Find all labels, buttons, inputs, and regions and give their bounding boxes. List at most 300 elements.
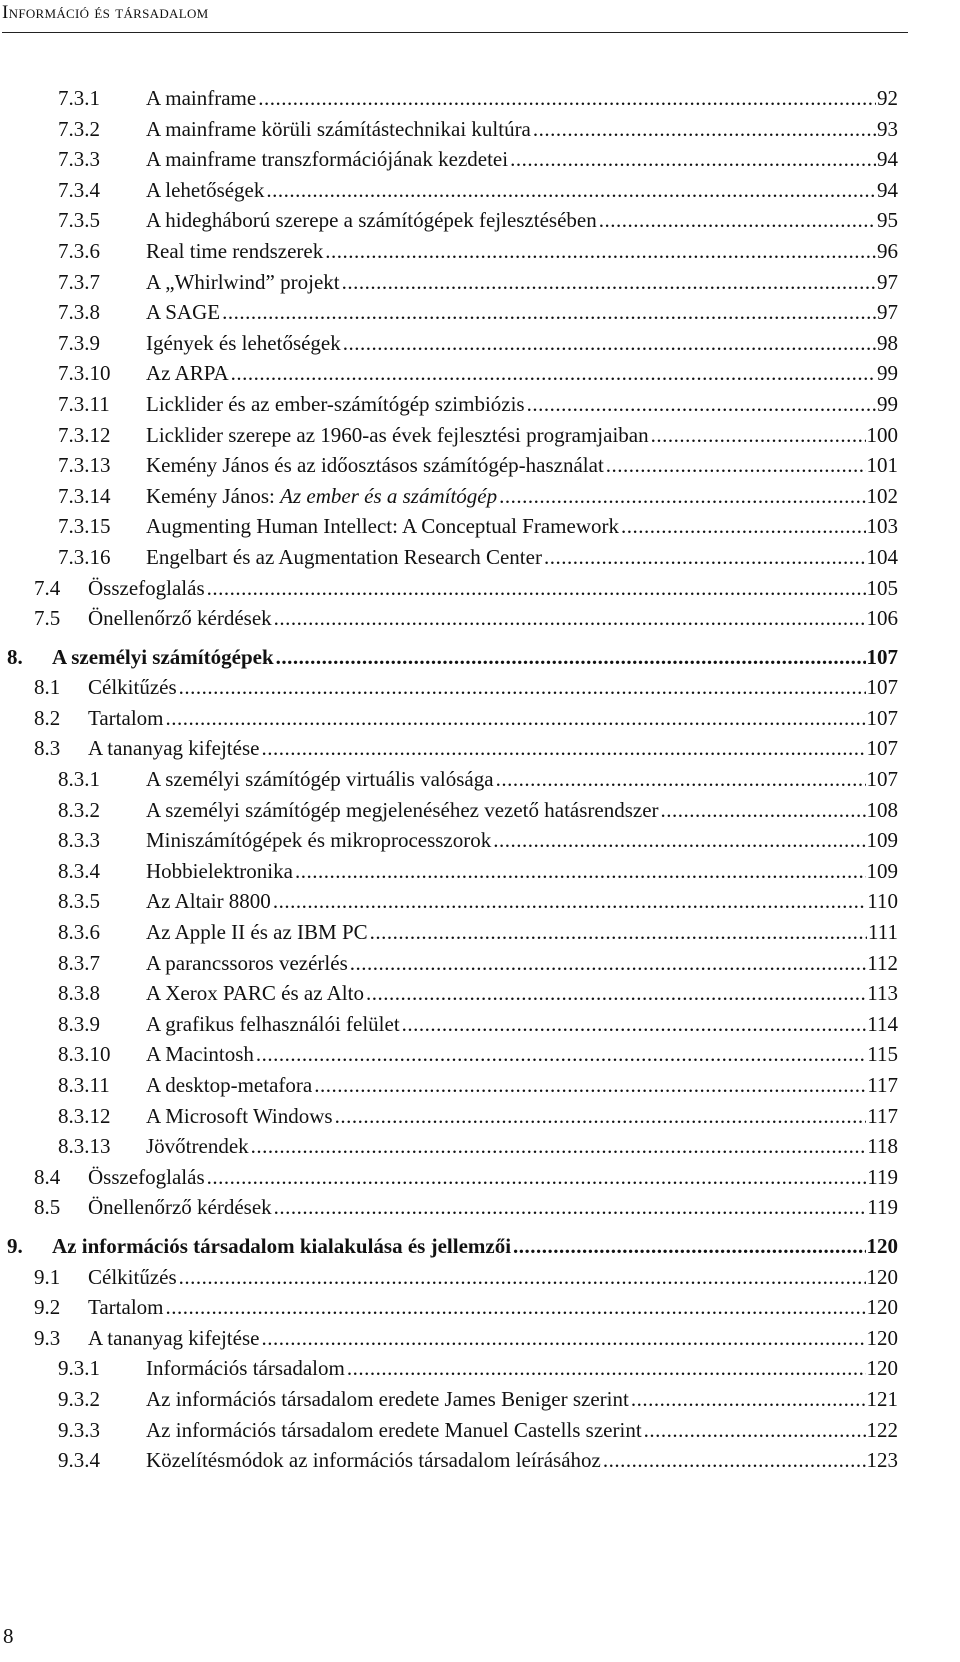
toc-entry-title: [88, 1326, 260, 1350]
toc-dot-leader: [533, 117, 876, 141]
toc-entry-line: [146, 117, 898, 141]
toc-entry-title: [88, 1265, 178, 1289]
toc-entry-page: 107: [866, 736, 898, 761]
toc-entry-title: [88, 576, 206, 600]
toc-entry[interactable]: [0, 300, 960, 331]
toc-entry-number: 8.3.5: [58, 889, 100, 914]
toc-entry-title-text: Az információs társadalom kialakulása és jellemzői: [52, 1233, 512, 1258]
toc-entry-number: 8.5: [34, 1195, 61, 1220]
toc-dot-leader: [295, 859, 866, 883]
toc-entry-page: 95: [877, 208, 898, 233]
toc-entry-page: 110: [867, 889, 898, 914]
toc-entry-page: 113: [867, 981, 898, 1006]
toc-dot-leader: [261, 1326, 865, 1350]
toc-entry-line: [88, 1326, 898, 1350]
toc-entry-title-text: A „Whirlwind” projekt: [146, 269, 340, 294]
toc-entry-number: 7.4: [34, 575, 61, 600]
toc-entry-line: [146, 1073, 898, 1097]
toc-entry-page: 120: [866, 1325, 898, 1350]
toc-entry-line: [88, 576, 898, 600]
toc-dot-leader: [644, 1418, 866, 1442]
toc-entry-number: 7.3.9: [58, 330, 100, 355]
toc-entry-page: 108: [866, 797, 898, 822]
toc-entry-number: 7.3.2: [58, 116, 100, 141]
toc-entry-page: 107: [866, 705, 898, 730]
toc-entry-line: [146, 514, 898, 538]
toc-dot-leader: [325, 239, 876, 263]
table-of-contents: [0, 86, 960, 1479]
toc-dot-leader: [510, 147, 876, 171]
toc-entry-title: [88, 1195, 273, 1219]
toc-dot-leader: [603, 1448, 866, 1472]
toc-entry[interactable]: [0, 606, 960, 637]
toc-dot-leader: [527, 392, 876, 416]
toc-entry-title: [146, 453, 605, 477]
toc-entry-title: [146, 1042, 255, 1066]
toc-entry-title: [146, 178, 265, 202]
toc-entry-line: [146, 392, 898, 416]
toc-entry-title: [88, 736, 260, 760]
toc-entry-title: [88, 1295, 165, 1319]
toc-dot-leader: [661, 798, 866, 822]
toc-entry-title: [146, 117, 532, 141]
toc-entry-title: [52, 645, 275, 669]
toc-entry-title: [146, 1356, 346, 1380]
toc-dot-leader: [347, 1356, 866, 1380]
toc-entry-title-text: Önellenőrző kérdések: [88, 606, 272, 631]
toc-entry-page: 99: [877, 391, 898, 416]
toc-entry-line: [146, 331, 898, 355]
toc-dot-leader: [631, 1387, 866, 1411]
toc-entry-line: [146, 798, 898, 822]
toc-entry-number: 9.3.2: [58, 1386, 100, 1411]
toc-entry-title-text: Önellenőrző kérdések: [88, 1195, 272, 1220]
toc-dot-leader: [166, 706, 866, 730]
toc-entry-page: 103: [866, 514, 898, 539]
toc-dot-leader: [166, 1295, 866, 1319]
toc-entry-line: [146, 951, 898, 975]
toc-entry-title: [146, 1387, 630, 1411]
toc-entry-line: [146, 828, 898, 852]
toc-entry-number: 8.3: [34, 736, 61, 761]
toc-entry-title-text: Kemény János:: [146, 483, 281, 508]
toc-dot-leader: [276, 645, 866, 669]
toc-entry[interactable]: [0, 1134, 960, 1165]
toc-entry-title: [146, 828, 492, 852]
toc-entry-number: 8.3.3: [58, 828, 100, 853]
toc-entry-title: [52, 1234, 512, 1258]
toc-entry-title-text: Az Altair 8800: [146, 889, 271, 914]
toc-dot-leader: [499, 484, 865, 508]
toc-entry-page: 117: [867, 1073, 898, 1097]
toc-entry-page: 99: [877, 361, 898, 386]
toc-dot-leader: [606, 453, 866, 477]
toc-entry-page: 104: [866, 544, 898, 569]
toc-entry-page: 120: [866, 1264, 898, 1289]
toc-entry[interactable]: [0, 514, 960, 545]
toc-entry-line: [146, 920, 898, 944]
toc-entry-line: [88, 736, 898, 760]
toc-entry[interactable]: [0, 576, 960, 607]
toc-entry-line: [88, 675, 898, 699]
toc-entry-page: 121: [866, 1386, 898, 1411]
toc-entry-title-text: Licklider és az ember-számítógép szimbiózis: [146, 391, 525, 416]
toc-entry-page: 111: [868, 920, 898, 945]
toc-entry-title: [146, 1418, 643, 1442]
toc-entry-number: 9.1: [34, 1264, 61, 1289]
toc-entry-line: [88, 1265, 898, 1289]
toc-entry-title-text: A SAGE: [146, 300, 221, 325]
toc-entry[interactable]: [0, 1265, 960, 1296]
toc-entry-title: [146, 423, 650, 447]
toc-entry-title-text: A mainframe: [146, 86, 257, 110]
toc-entry[interactable]: [0, 798, 960, 829]
toc-entry-number: 8.3.12: [58, 1103, 111, 1128]
toc-entry-number: 7.3.12: [58, 422, 111, 447]
toc-entry-page: 100: [866, 422, 898, 447]
toc-entry-title-text: A személyi számítógép megjelenéséhez vezető hatásrendszer: [146, 797, 659, 822]
running-header-title: Információ és társadalom: [2, 2, 209, 23]
toc-entry-page: 120: [866, 1233, 898, 1258]
toc-entry-number: 7.3.11: [58, 391, 110, 416]
toc-dot-leader: [179, 675, 866, 699]
toc-dot-leader: [350, 951, 867, 975]
toc-entry[interactable]: [0, 1295, 960, 1326]
toc-entry-line: [146, 239, 898, 263]
toc-entry[interactable]: [0, 645, 960, 676]
toc-entry-title: [146, 239, 324, 263]
toc-entry-line: [88, 1195, 898, 1219]
toc-dot-leader: [261, 736, 865, 760]
toc-entry[interactable]: [0, 208, 960, 239]
toc-entry-number: 7.3.10: [58, 361, 111, 386]
toc-entry[interactable]: [0, 859, 960, 890]
toc-entry-page: 119: [867, 1195, 898, 1220]
toc-entry-line: [146, 1134, 898, 1158]
toc-entry-title: [146, 361, 230, 385]
toc-entry-title-text: Az információs társadalom eredete Manuel Castells szerint: [146, 1417, 642, 1442]
toc-entry-number: 8.3.9: [58, 1011, 100, 1036]
toc-dot-leader: [207, 576, 866, 600]
toc-entry[interactable]: [0, 545, 960, 576]
toc-entry-line: [146, 889, 898, 913]
toc-entry-number: 7.3.15: [58, 514, 111, 539]
toc-entry-line: [146, 300, 898, 324]
toc-entry-title: [146, 1104, 334, 1128]
toc-entry-title: [146, 1448, 602, 1472]
toc-entry-title-italic: Az ember és a számítógép: [280, 483, 498, 508]
toc-entry-title-text: Kemény János és az időosztásos számítógép-használat: [146, 453, 604, 478]
toc-entry-title: [146, 981, 365, 1005]
toc-entry-title-text: Licklider szerepe az 1960-as évek fejlesztési programjaiban: [146, 422, 649, 447]
toc-entry-line: [146, 178, 898, 202]
toc-entry[interactable]: [0, 1326, 960, 1357]
toc-dot-leader: [335, 1104, 867, 1128]
toc-entry-number: 9.3.1: [58, 1356, 100, 1381]
toc-entry-line: [88, 706, 898, 730]
toc-entry-page: 105: [866, 575, 898, 600]
toc-entry[interactable]: [0, 1073, 960, 1104]
toc-entry-title: [146, 1134, 250, 1158]
toc-entry[interactable]: [0, 675, 960, 706]
toc-entry-title: [146, 1012, 401, 1036]
toc-entry-title-text: Engelbart és az Augmentation Research Center: [146, 544, 542, 569]
toc-entry-title-text: A tananyag kifejtése: [88, 1325, 260, 1350]
toc-dot-leader: [274, 606, 866, 630]
toc-entry[interactable]: [0, 767, 960, 798]
toc-entry-title: [146, 1073, 313, 1097]
toc-dot-leader: [370, 920, 867, 944]
toc-dot-leader: [266, 178, 876, 202]
toc-entry-number: 8.2: [34, 705, 61, 730]
toc-dot-leader: [343, 331, 876, 355]
toc-entry-number: 7.3.13: [58, 453, 111, 478]
toc-entry-page: 120: [866, 1295, 898, 1320]
toc-entry-line: [146, 545, 898, 569]
toc-entry-line: [146, 147, 898, 171]
toc-entry-line: [146, 453, 898, 477]
toc-entry-title-text: Összefoglalás: [88, 1164, 205, 1189]
toc-entry-title-text: Célkitűzés: [88, 675, 177, 700]
toc-entry-line: [146, 1418, 898, 1442]
toc-entry-page: 123: [866, 1448, 898, 1473]
toc-entry-page: 109: [866, 858, 898, 883]
toc-dot-leader: [366, 981, 866, 1005]
toc-entry-line: [146, 1042, 898, 1066]
toc-entry-title-text: Célkitűzés: [88, 1264, 177, 1289]
toc-entry-title: [146, 86, 257, 110]
toc-entry[interactable]: [0, 1234, 960, 1265]
toc-entry-page: 102: [866, 483, 898, 508]
toc-entry-line: [146, 859, 898, 883]
toc-entry-number: 7.3.1: [58, 86, 100, 110]
toc-entry[interactable]: [0, 1042, 960, 1073]
toc-entry-number: 9.3.3: [58, 1417, 100, 1442]
toc-entry-line: [146, 1448, 898, 1472]
toc-entry-number: 8.3.7: [58, 950, 100, 975]
toc-entry[interactable]: [0, 178, 960, 209]
toc-entry-title: [88, 1165, 206, 1189]
toc-entry-title-text: Információs társadalom: [146, 1356, 345, 1381]
toc-entry-number: 9.: [7, 1233, 23, 1258]
toc-entry-number: 7.3.16: [58, 544, 111, 569]
toc-entry[interactable]: [0, 1387, 960, 1418]
toc-entry-number: 8.3.11: [58, 1073, 110, 1097]
toc-entry-number: 9.2: [34, 1295, 61, 1320]
toc-dot-leader: [256, 1042, 866, 1066]
toc-entry-number: 8.3.1: [58, 767, 100, 792]
toc-entry-title-text: A Microsoft Windows: [146, 1103, 333, 1128]
toc-entry-line: [146, 423, 898, 447]
toc-dot-leader: [621, 514, 866, 538]
toc-entry[interactable]: [0, 981, 960, 1012]
toc-entry-number: 7.3.3: [58, 147, 100, 172]
toc-entry[interactable]: [0, 1418, 960, 1449]
toc-entry-title: [146, 859, 294, 883]
toc-entry-title-text: Az ARPA: [146, 361, 229, 386]
toc-entry-number: 8.3.2: [58, 797, 100, 822]
toc-entry-title-text: A grafikus felhasználói felület: [146, 1011, 400, 1036]
toc-entry-title: [146, 147, 509, 171]
toc-entry-title: [146, 920, 369, 944]
toc-dot-leader: [493, 828, 865, 852]
toc-dot-leader: [402, 1012, 867, 1036]
toc-entry-line: [146, 767, 898, 791]
toc-entry-number: 7.3.7: [58, 269, 100, 294]
toc-entry-title: [146, 798, 660, 822]
toc-entry[interactable]: [0, 1104, 960, 1135]
toc-entry[interactable]: [0, 920, 960, 951]
running-header: [2, 2, 908, 33]
toc-entry-number: 8.3.13: [58, 1134, 111, 1159]
toc-entry-title-text: Miniszámítógépek és mikroprocesszorok: [146, 828, 492, 853]
toc-entry-number: 8.4: [34, 1164, 61, 1189]
toc-entry-title: [88, 706, 165, 730]
toc-entry[interactable]: [0, 1356, 960, 1387]
toc-entry-title: [146, 392, 526, 416]
toc-entry-line: [146, 270, 898, 294]
toc-entry[interactable]: [0, 270, 960, 301]
toc-entry[interactable]: [0, 331, 960, 362]
toc-entry-title-text: A Xerox PARC és az Alto: [146, 981, 364, 1006]
toc-entry-line: [146, 208, 898, 232]
toc-dot-leader: [651, 423, 866, 447]
toc-entry-page: 107: [866, 644, 898, 669]
toc-dot-leader: [513, 1234, 865, 1258]
toc-entry-line: [52, 645, 898, 669]
toc-entry-title-text: Augmenting Human Intellect: A Conceptual Framework: [146, 514, 619, 539]
toc-entry[interactable]: [0, 1195, 960, 1226]
toc-dot-leader: [496, 767, 866, 791]
toc-entry-page: 97: [877, 269, 898, 294]
toc-entry-line: [146, 86, 898, 110]
toc-entry-title-text: A desktop-metafora: [146, 1073, 313, 1097]
toc-entry-number: 8.3.4: [58, 858, 100, 883]
toc-dot-leader: [258, 86, 876, 110]
toc-entry[interactable]: [0, 453, 960, 484]
toc-entry-title: [146, 484, 498, 508]
toc-entry-title-text: Összefoglalás: [88, 575, 205, 600]
toc-entry-title: [146, 767, 495, 791]
toc-entry-line: [146, 981, 898, 1005]
toc-entry-page: 101: [866, 453, 898, 478]
toc-entry-page: 117: [867, 1103, 898, 1128]
toc-entry-line: [146, 361, 898, 385]
toc-entry-page: 119: [867, 1164, 898, 1189]
toc-entry[interactable]: [0, 736, 960, 767]
toc-entry-number: 9.3: [34, 1325, 61, 1350]
toc-entry-number: 8.: [7, 644, 23, 669]
toc-dot-leader: [222, 300, 876, 324]
toc-entry[interactable]: [0, 239, 960, 270]
toc-dot-leader: [544, 545, 866, 569]
toc-entry[interactable]: [0, 147, 960, 178]
toc-entry[interactable]: [0, 361, 960, 392]
toc-entry-number: 8.3.10: [58, 1042, 111, 1067]
toc-entry-page: 109: [866, 828, 898, 853]
toc-dot-leader: [599, 208, 876, 232]
toc-entry-page: 107: [866, 675, 898, 700]
toc-dot-leader: [314, 1073, 866, 1097]
toc-entry-title-text: Az információs társadalom eredete James Beniger szerint: [146, 1386, 629, 1411]
toc-entry-title: [146, 514, 620, 538]
toc-entry-line: [52, 1234, 898, 1258]
toc-entry-title-text: Közelítésmódok az információs társadalom leírásához: [146, 1448, 601, 1473]
toc-entry-page: 118: [867, 1134, 898, 1159]
toc-entry-line: [88, 1165, 898, 1189]
toc-entry-title-text: A személyi számítógép virtuális valósága: [146, 767, 494, 792]
toc-entry-title-text: Hobbielektronika: [146, 858, 293, 883]
toc-entry-title-text: Igények és lehetőségek: [146, 330, 341, 355]
toc-entry-page: 114: [867, 1011, 898, 1036]
toc-dot-leader: [342, 270, 876, 294]
toc-entry-number: 8.3.6: [58, 920, 100, 945]
toc-entry-number: 7.3.6: [58, 238, 100, 263]
toc-entry-page: 120: [866, 1356, 898, 1381]
toc-entry-title: [146, 331, 342, 355]
toc-entry-title-text: Tartalom: [88, 1295, 164, 1320]
toc-entry-page: 92: [877, 86, 898, 110]
toc-entry[interactable]: [0, 1012, 960, 1043]
toc-entry-title-text: A parancssoros vezérlés: [146, 950, 348, 975]
toc-dot-leader: [273, 889, 866, 913]
toc-entry-line: [146, 1356, 898, 1380]
toc-entry[interactable]: [0, 706, 960, 737]
toc-entry-title-text: Real time rendszerek: [146, 238, 324, 263]
toc-entry-line: [146, 1012, 898, 1036]
toc-entry-title: [88, 675, 178, 699]
toc-entry-title-text: A személyi számítógépek: [52, 644, 274, 669]
toc-entry-number: 7.3.8: [58, 300, 100, 325]
toc-entry-title-text: A tananyag kifejtése: [88, 736, 260, 761]
toc-entry-title-text: A hidegháború szerepe a számítógépek fejlesztésében: [146, 208, 597, 233]
toc-dot-leader: [251, 1134, 867, 1158]
toc-entry-title: [146, 951, 349, 975]
toc-entry[interactable]: [0, 117, 960, 148]
toc-entry-line: [88, 1295, 898, 1319]
toc-entry-page: 106: [866, 606, 898, 631]
toc-entry[interactable]: [0, 86, 960, 117]
toc-entry-title-text: A lehetőségek: [146, 177, 265, 202]
toc-entry-page: 98: [877, 330, 898, 355]
toc-dot-leader: [207, 1165, 867, 1189]
toc-entry-number: 9.3.4: [58, 1448, 100, 1473]
toc-entry[interactable]: [0, 889, 960, 920]
toc-entry-title-text: Tartalom: [88, 705, 164, 730]
toc-entry[interactable]: [0, 951, 960, 982]
toc-entry-title: [88, 606, 273, 630]
toc-entry-line: [146, 484, 898, 508]
toc-entry-page: 96: [877, 238, 898, 263]
toc-entry[interactable]: [0, 828, 960, 859]
toc-entry-number: 7.3.5: [58, 208, 100, 233]
toc-entry[interactable]: [0, 1165, 960, 1196]
toc-dot-leader: [231, 361, 876, 385]
toc-entry[interactable]: [0, 392, 960, 423]
toc-entry-page: 93: [877, 116, 898, 141]
toc-entry-line: [88, 606, 898, 630]
toc-entry-number: 7.5: [34, 606, 61, 631]
toc-entry[interactable]: [0, 423, 960, 454]
toc-entry-title-text: A mainframe körüli számítástechnikai kultúra: [146, 116, 531, 141]
toc-dot-leader: [274, 1195, 867, 1219]
toc-entry-number: 7.3.4: [58, 177, 100, 202]
toc-entry-page: 94: [877, 177, 898, 202]
toc-entry[interactable]: [0, 1448, 960, 1479]
toc-entry-title: [146, 208, 598, 232]
toc-entry[interactable]: [0, 484, 960, 515]
toc-entry-line: [146, 1387, 898, 1411]
